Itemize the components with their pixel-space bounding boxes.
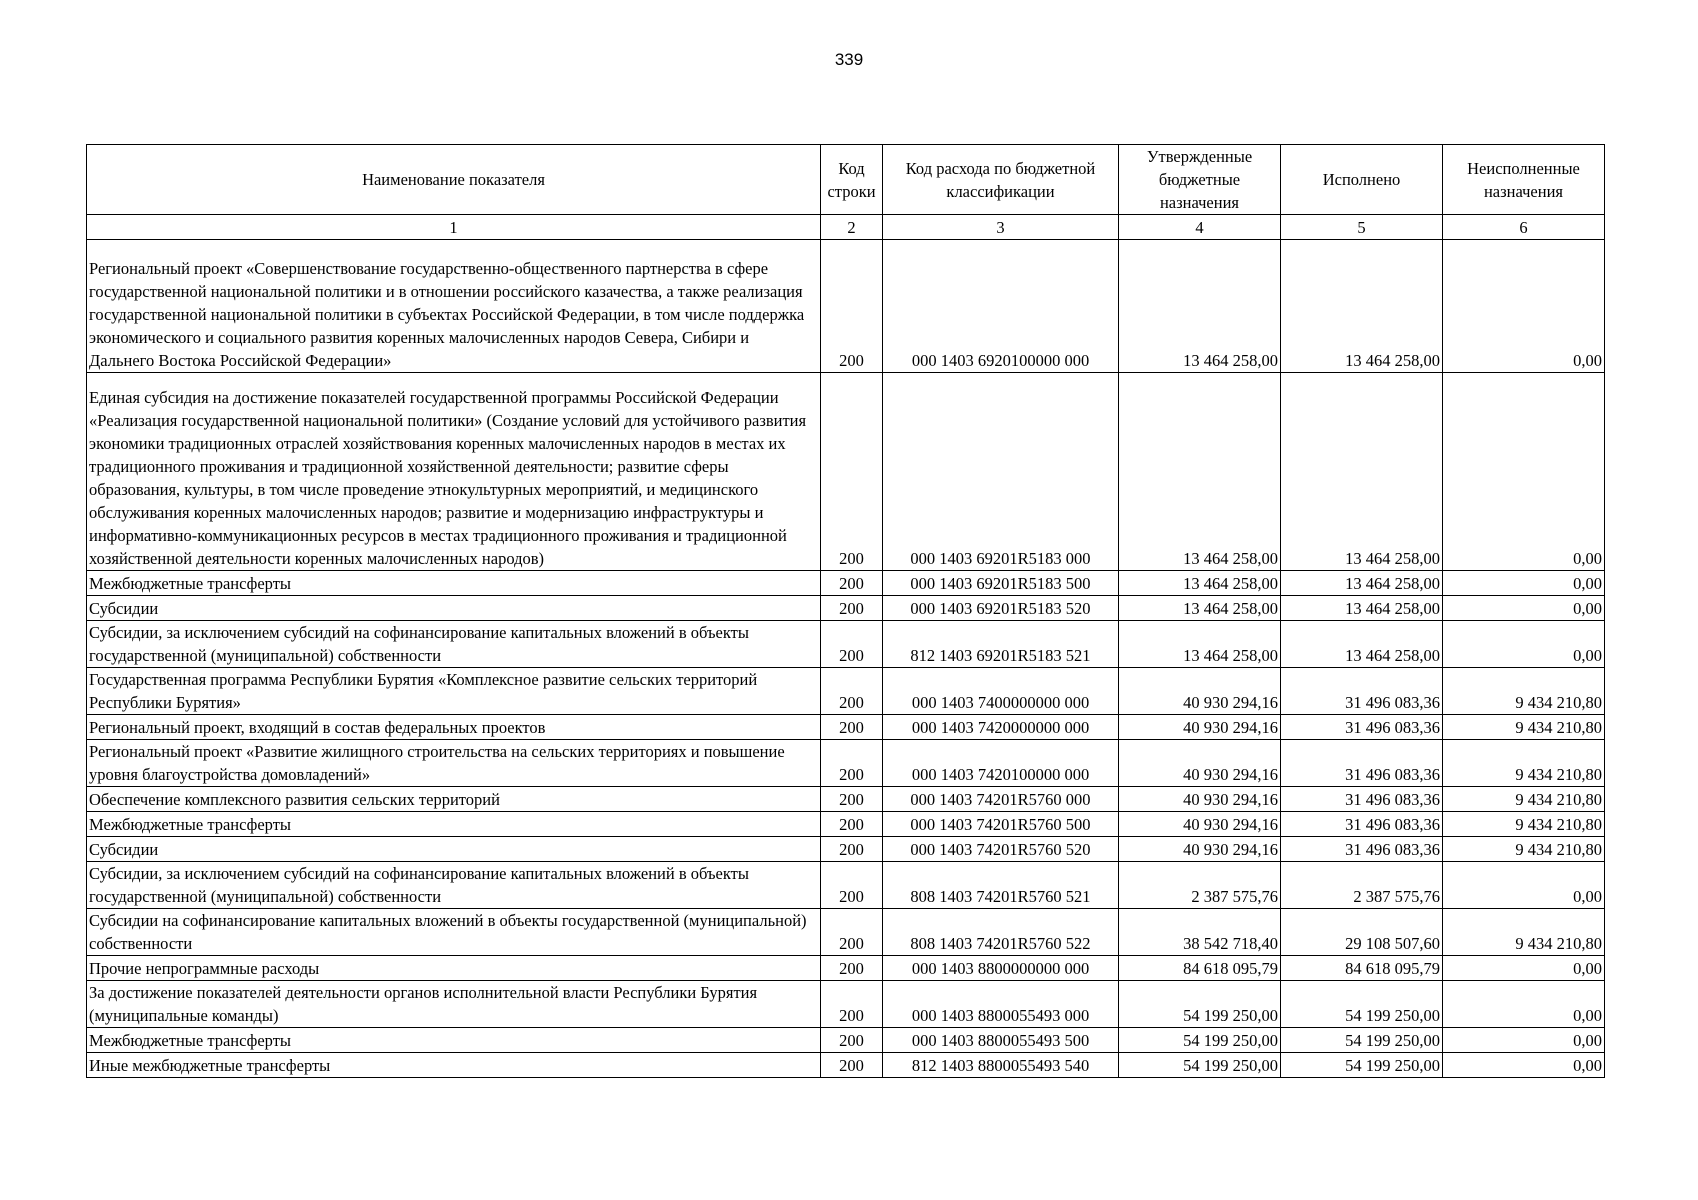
row-executed: 31 496 083,36 [1281, 740, 1443, 787]
row-unexecuted: 0,00 [1443, 956, 1605, 981]
row-approved: 2 387 575,76 [1119, 862, 1281, 909]
row-executed: 54 199 250,00 [1281, 981, 1443, 1028]
header-executed: Исполнено [1281, 145, 1443, 215]
column-number: 3 [883, 215, 1119, 240]
header-unexecuted: Неисполненные назначения [1443, 145, 1605, 215]
row-budget-code: 000 1403 74201R5760 000 [883, 787, 1119, 812]
row-approved: 84 618 095,79 [1119, 956, 1281, 981]
row-approved: 40 930 294,16 [1119, 787, 1281, 812]
row-executed: 31 496 083,36 [1281, 668, 1443, 715]
column-number: 4 [1119, 215, 1281, 240]
row-name: Межбюджетные трансферты [87, 812, 821, 837]
column-number: 1 [87, 215, 821, 240]
table-row [87, 956, 1605, 981]
row-unexecuted: 9 434 210,80 [1443, 909, 1605, 956]
row-approved: 13 464 258,00 [1119, 571, 1281, 596]
row-name: Обеспечение комплексного развития сельских территорий [87, 787, 821, 812]
table-row [87, 571, 1605, 596]
row-name: Прочие непрограммные расходы [87, 956, 821, 981]
header-name: Наименование показателя [87, 145, 821, 215]
row-unexecuted: 0,00 [1443, 240, 1605, 373]
row-executed: 13 464 258,00 [1281, 596, 1443, 621]
row-approved: 40 930 294,16 [1119, 837, 1281, 862]
row-budget-code: 000 1403 8800055493 500 [883, 1028, 1119, 1053]
column-number: 5 [1281, 215, 1443, 240]
table-row [87, 240, 1605, 373]
table-row [87, 1028, 1605, 1053]
row-line-code: 200 [821, 862, 883, 909]
row-approved: 13 464 258,00 [1119, 240, 1281, 373]
row-name: Субсидии, за исключением субсидий на софинансирование капитальных вложений в объекты государственной (муниципальной) собственности [87, 862, 821, 909]
row-budget-code: 808 1403 74201R5760 522 [883, 909, 1119, 956]
header-budget-code: Код расхода по бюджетной классификации [883, 145, 1119, 215]
row-executed: 13 464 258,00 [1281, 571, 1443, 596]
row-line-code: 200 [821, 956, 883, 981]
row-approved: 13 464 258,00 [1119, 373, 1281, 571]
row-name: Единая субсидия на достижение показателей государственной программы Российской Федерации «Реализация государственной национальной политики» (Создание условий для устойчивого развития экономики традиционных отраслей хозяйствования коренных малочисленных народов в местах их традиционного проживания и традиционной хозяйственной деятельности; развитие сферы образования, культуры, в том числе проведение этнокультурных мероприятий, и медицинского обслуживания коренных малочисленных народов; развитие и модернизацию инфраструктуры и информативно-коммуникационных ресурсов в местах традиционного проживания и традиционной хозяйственной деятельности коренных малочисленных народов) [87, 373, 821, 571]
row-executed: 31 496 083,36 [1281, 812, 1443, 837]
row-name: Межбюджетные трансферты [87, 1028, 821, 1053]
column-number: 6 [1443, 215, 1605, 240]
table-row [87, 812, 1605, 837]
header-approved: Утвержденные бюджетные назначения [1119, 145, 1281, 215]
table-row [87, 862, 1605, 909]
row-name: Государственная программа Республики Бурятия «Комплексное развитие сельских территорий Республики Бурятия» [87, 668, 821, 715]
row-unexecuted: 0,00 [1443, 981, 1605, 1028]
row-budget-code: 812 1403 69201R5183 521 [883, 621, 1119, 668]
row-name: Региональный проект «Развитие жилищного строительства на сельских территориях и повышение уровня благоустройства домовладений» [87, 740, 821, 787]
row-line-code: 200 [821, 571, 883, 596]
row-unexecuted: 0,00 [1443, 1028, 1605, 1053]
row-budget-code: 000 1403 6920100000 000 [883, 240, 1119, 373]
row-unexecuted: 0,00 [1443, 621, 1605, 668]
row-name: Субсидии [87, 837, 821, 862]
column-number: 2 [821, 215, 883, 240]
row-executed: 54 199 250,00 [1281, 1053, 1443, 1078]
row-executed: 31 496 083,36 [1281, 837, 1443, 862]
row-approved: 38 542 718,40 [1119, 909, 1281, 956]
row-line-code: 200 [821, 240, 883, 373]
row-line-code: 200 [821, 715, 883, 740]
row-budget-code: 812 1403 8800055493 540 [883, 1053, 1119, 1078]
header-line-code: Код строки [821, 145, 883, 215]
row-unexecuted: 9 434 210,80 [1443, 715, 1605, 740]
row-name: Региональный проект «Совершенствование государственно-общественного партнерства в сфере государственной национальной политики и в отношении российского казачества, а также реализация государственной национальной политики в субъектах Российской Федерации, в том числе поддержка экономического и социального развития коренных малочисленных народов Севера, Сибири и Дальнего Востока Российской Федерации» [87, 240, 821, 373]
row-approved: 40 930 294,16 [1119, 740, 1281, 787]
row-budget-code: 000 1403 7400000000 000 [883, 668, 1119, 715]
table-row [87, 621, 1605, 668]
table-row [87, 909, 1605, 956]
row-approved: 54 199 250,00 [1119, 1028, 1281, 1053]
table-row [87, 787, 1605, 812]
row-unexecuted: 9 434 210,80 [1443, 837, 1605, 862]
row-approved: 54 199 250,00 [1119, 1053, 1281, 1078]
row-line-code: 200 [821, 740, 883, 787]
row-line-code: 200 [821, 787, 883, 812]
row-budget-code: 000 1403 69201R5183 500 [883, 571, 1119, 596]
row-unexecuted: 9 434 210,80 [1443, 787, 1605, 812]
row-name: Региональный проект, входящий в состав федеральных проектов [87, 715, 821, 740]
row-line-code: 200 [821, 837, 883, 862]
row-name: Иные межбюджетные трансферты [87, 1053, 821, 1078]
table-row [87, 596, 1605, 621]
row-name: Субсидии, за исключением субсидий на софинансирование капитальных вложений в объекты государственной (муниципальной) собственности [87, 621, 821, 668]
row-executed: 13 464 258,00 [1281, 373, 1443, 571]
row-executed: 31 496 083,36 [1281, 715, 1443, 740]
table-row [87, 373, 1605, 571]
row-line-code: 200 [821, 668, 883, 715]
row-executed: 29 108 507,60 [1281, 909, 1443, 956]
row-name: Субсидии на софинансирование капитальных вложений в объекты государственной (муниципальной) собственности [87, 909, 821, 956]
row-approved: 13 464 258,00 [1119, 596, 1281, 621]
column-number-row [87, 215, 1605, 240]
row-executed: 31 496 083,36 [1281, 787, 1443, 812]
row-unexecuted: 0,00 [1443, 1053, 1605, 1078]
row-approved: 13 464 258,00 [1119, 621, 1281, 668]
page-number: 339 [834, 50, 864, 69]
row-line-code: 200 [821, 909, 883, 956]
row-approved: 40 930 294,16 [1119, 668, 1281, 715]
table-row [87, 1053, 1605, 1078]
row-name: Субсидии [87, 596, 821, 621]
row-line-code: 200 [821, 812, 883, 837]
row-approved: 40 930 294,16 [1119, 812, 1281, 837]
row-budget-code: 000 1403 7420100000 000 [883, 740, 1119, 787]
row-unexecuted: 0,00 [1443, 571, 1605, 596]
row-executed: 2 387 575,76 [1281, 862, 1443, 909]
row-unexecuted: 0,00 [1443, 373, 1605, 571]
budget-execution-table [86, 144, 1605, 1078]
row-executed: 13 464 258,00 [1281, 240, 1443, 373]
row-unexecuted: 9 434 210,80 [1443, 812, 1605, 837]
row-line-code: 200 [821, 621, 883, 668]
row-budget-code: 808 1403 74201R5760 521 [883, 862, 1119, 909]
row-line-code: 200 [821, 373, 883, 571]
row-budget-code: 000 1403 8800055493 000 [883, 981, 1119, 1028]
table-row [87, 837, 1605, 862]
row-line-code: 200 [821, 981, 883, 1028]
row-budget-code: 000 1403 7420000000 000 [883, 715, 1119, 740]
row-unexecuted: 0,00 [1443, 596, 1605, 621]
row-budget-code: 000 1403 74201R5760 500 [883, 812, 1119, 837]
row-budget-code: 000 1403 74201R5760 520 [883, 837, 1119, 862]
row-budget-code: 000 1403 69201R5183 520 [883, 596, 1119, 621]
row-approved: 40 930 294,16 [1119, 715, 1281, 740]
row-unexecuted: 0,00 [1443, 862, 1605, 909]
row-line-code: 200 [821, 596, 883, 621]
row-executed: 84 618 095,79 [1281, 956, 1443, 981]
row-executed: 54 199 250,00 [1281, 1028, 1443, 1053]
table-row [87, 740, 1605, 787]
table-row [87, 981, 1605, 1028]
header-row [87, 145, 1605, 215]
row-name: За достижение показателей деятельности органов исполнительной власти Республики Бурятия (муниципальные команды) [87, 981, 821, 1028]
row-budget-code: 000 1403 8800000000 000 [883, 956, 1119, 981]
row-name: Межбюджетные трансферты [87, 571, 821, 596]
table-row [87, 668, 1605, 715]
row-approved: 54 199 250,00 [1119, 981, 1281, 1028]
row-unexecuted: 9 434 210,80 [1443, 668, 1605, 715]
row-executed: 13 464 258,00 [1281, 621, 1443, 668]
row-unexecuted: 9 434 210,80 [1443, 740, 1605, 787]
row-line-code: 200 [821, 1028, 883, 1053]
table-row [87, 715, 1605, 740]
row-budget-code: 000 1403 69201R5183 000 [883, 373, 1119, 571]
row-line-code: 200 [821, 1053, 883, 1078]
